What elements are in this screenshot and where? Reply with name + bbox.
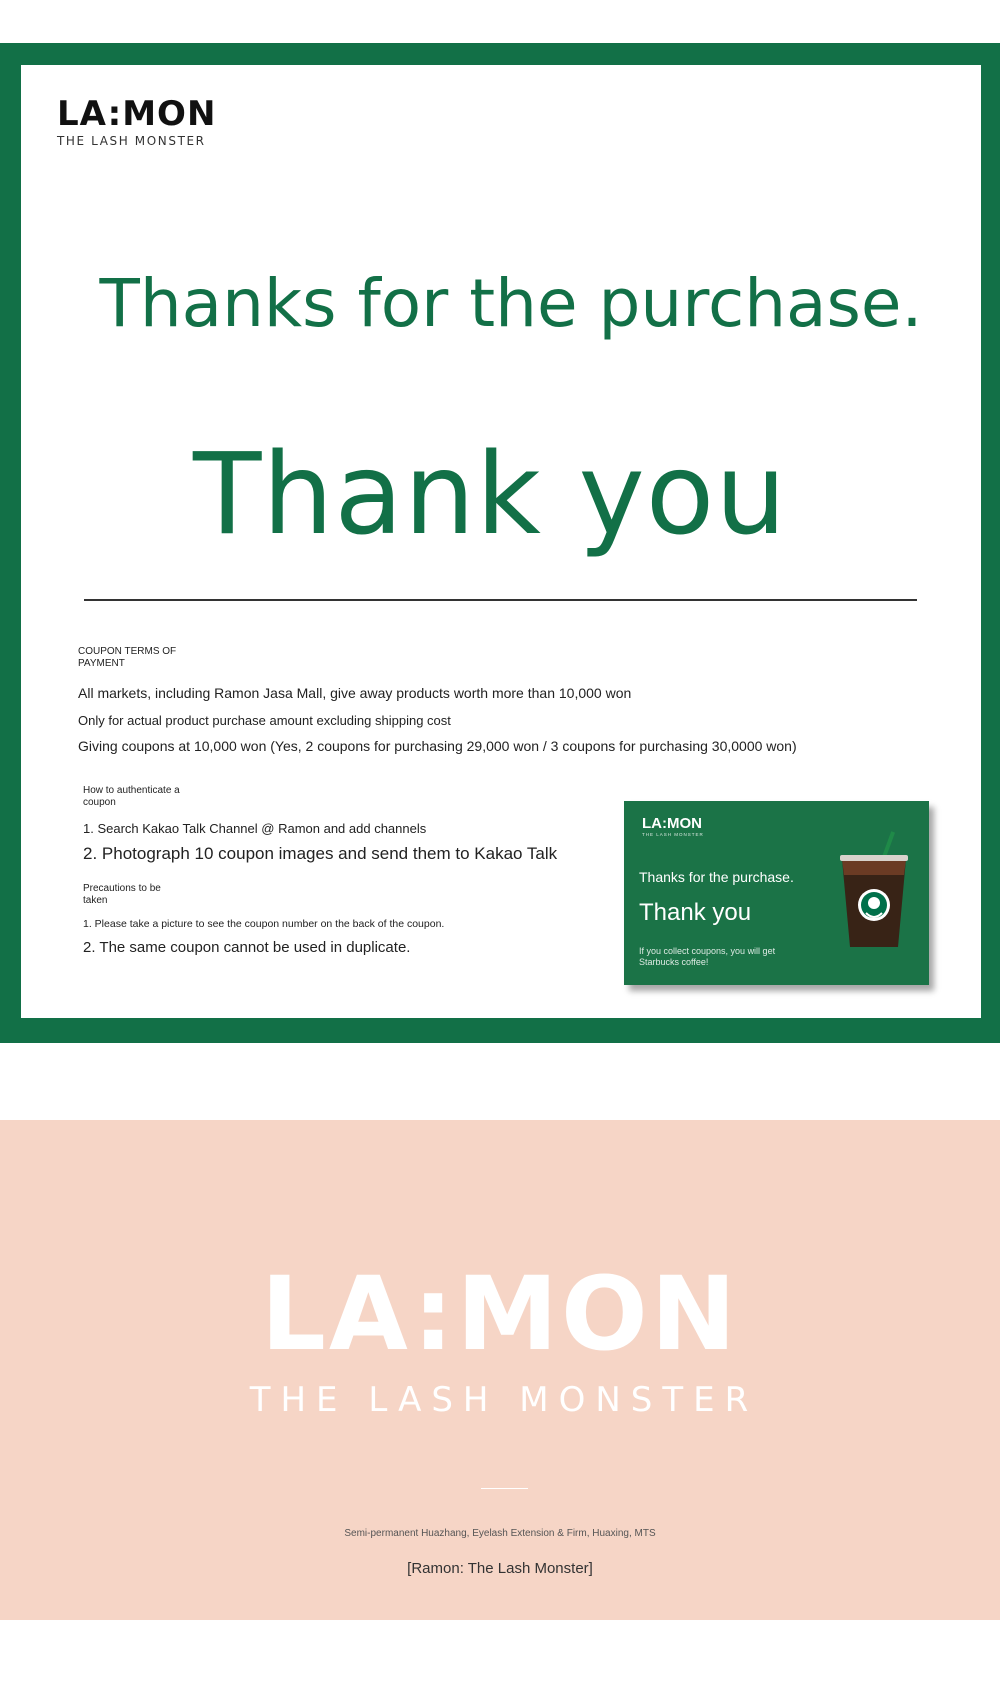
coupon-terms-heading: COUPON TERMS OF PAYMENT	[78, 646, 177, 669]
authenticate-step: 2. Photograph 10 coupon images and send them to Kakao Talk	[83, 844, 558, 863]
coupon-brand-tagline: THE LASH MONSTER	[642, 832, 704, 837]
footer-brand-banner	[0, 1120, 1000, 1620]
thank-you-card	[21, 65, 981, 1018]
precaution-item: 2. The same coupon cannot be used in duplicate.	[83, 939, 411, 956]
coupon-note: If you collect coupons, you will get Starbucks coffee!	[639, 946, 776, 967]
authenticate-heading: How to authenticate a coupon	[83, 785, 180, 808]
coupon-thanks-text: Thanks for the purchase.	[639, 869, 794, 885]
precautions-heading: Precautions to be taken	[83, 883, 161, 906]
green-frame	[0, 43, 1000, 1043]
coupon-brand-logo	[642, 815, 704, 837]
authenticate-step: 1. Search Kakao Talk Channel @ Ramon and add channels	[83, 821, 427, 836]
coupon-terms-line: All markets, including Ramon Jasa Mall, give away products worth more than 10,000 won	[78, 685, 632, 701]
precaution-item: 1. Please take a picture to see the coupon number on the back of the coupon.	[83, 918, 445, 930]
footer-logo: LA:MON	[260, 1255, 740, 1374]
coupon-terms-line: Giving coupons at 10,000 won (Yes, 2 coupons for purchasing 29,000 won / 3 coupons for purchasing 30,0000 won)	[78, 738, 797, 754]
thanks-headline: Thanks for the purchase.	[99, 265, 923, 342]
footer-services: Semi-permanent Huazhang, Eyelash Extension & Firm, Huaxing, MTS	[344, 1528, 656, 1539]
brand-logo-tagline: THE LASH MONSTER	[57, 134, 206, 148]
coupon-card	[624, 801, 929, 985]
footer-brand-line: [Ramon: The Lash Monster]	[407, 1560, 593, 1577]
footer-tagline: THE LASH MONSTER	[249, 1380, 759, 1420]
brand-logo-wordmark: LA:MON	[57, 94, 217, 134]
iced-coffee-cup-icon	[834, 831, 914, 951]
thank-you-title: Thank you	[193, 430, 788, 560]
coupon-thank-you: Thank you	[639, 899, 752, 926]
coupon-terms-line: Only for actual product purchase amount excluding shipping cost	[78, 713, 451, 728]
brand-logo	[57, 95, 216, 148]
footer-divider	[481, 1488, 528, 1489]
section-divider	[84, 599, 917, 601]
coupon-brand-wordmark: LA:MON	[642, 815, 702, 832]
